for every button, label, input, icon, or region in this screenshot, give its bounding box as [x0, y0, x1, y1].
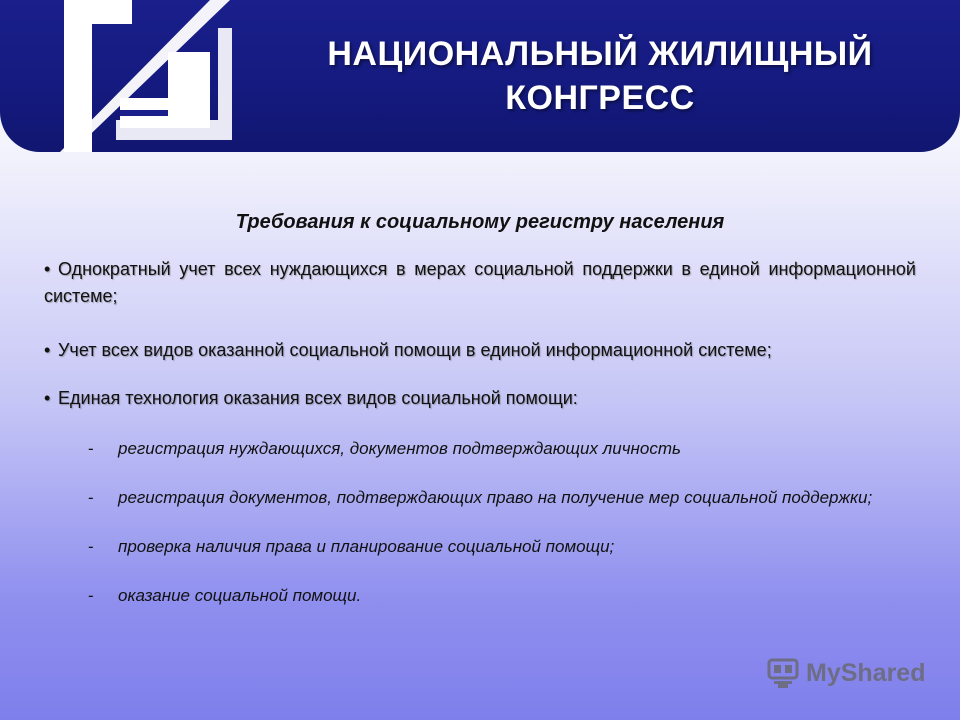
slide-title: Требования к социальному регистру населения: [235, 211, 725, 233]
sub-item-text: регистрация документов, подтверждающих право на получение мер социальной поддержки;: [118, 488, 873, 507]
bullet-text: Учет всех видов оказанной социальной помощи в единой информационной системе;: [58, 340, 772, 360]
watermark[interactable]: [766, 656, 925, 690]
dash-marker: -: [88, 586, 94, 605]
watermark-text: MyShared: [806, 658, 926, 687]
dash-marker: -: [88, 488, 94, 507]
header-title-line1: НАЦИОНАЛЬНЫЙ ЖИЛИЩНЫЙ: [327, 35, 873, 73]
sub-item-text: оказание социальной помощи.: [118, 586, 362, 605]
bullet-text: Однократный учет всех нуждающихся в мерах социальной поддержки в единой информационной системе;: [44, 259, 916, 306]
bullet-marker: •: [44, 340, 51, 360]
bullet-text: Единая технология оказания всех видов социальной помощи:: [58, 388, 578, 408]
myshared-logo-icon: [766, 656, 800, 690]
sub-list: [44, 434, 916, 611]
congress-logo-icon: [50, 0, 250, 152]
slide-content: [44, 202, 916, 630]
sub-item-text: регистрация нуждающихся, документов подтверждающих личность: [118, 439, 681, 458]
sub-item: [44, 483, 916, 513]
bullet-item: [44, 385, 916, 412]
sub-item: [44, 434, 916, 464]
header-banner: [0, 0, 960, 152]
bullet-marker: •: [44, 259, 51, 279]
header-title-line2: КОНГРЕСС: [505, 79, 695, 117]
bullet-item: [44, 337, 916, 364]
bullet-item: [44, 256, 916, 310]
dash-marker: -: [88, 537, 94, 556]
sub-item: [44, 581, 916, 611]
sub-item: [44, 532, 916, 562]
bullet-marker: •: [44, 388, 51, 408]
header-title: [300, 32, 900, 120]
sub-item-text: проверка наличия права и планирование социальной помощи;: [118, 537, 615, 556]
dash-marker: -: [88, 439, 94, 458]
bullet-list: [44, 256, 916, 412]
